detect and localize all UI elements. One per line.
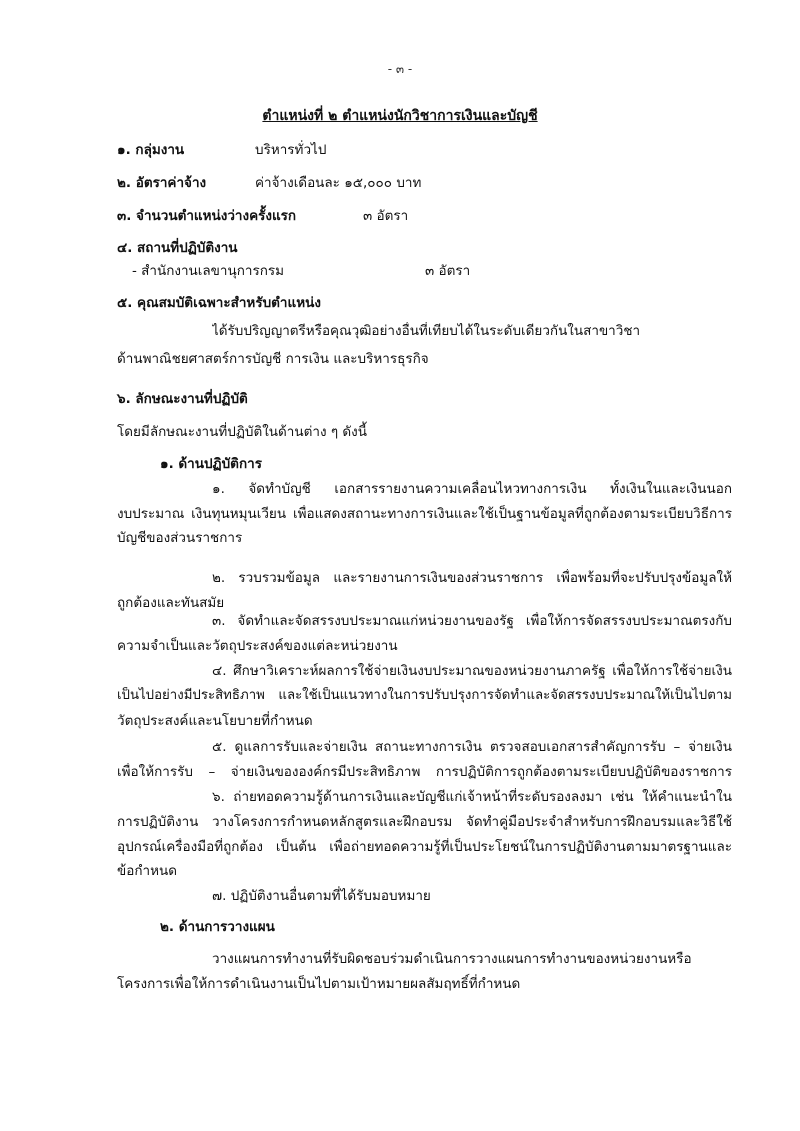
duty-5-line-1: ๕. ดูแลการรับและจ่ายเงิน สถานะทางการเงิน ตรวจสอบเอกสารสำคัญการรับ – จ่ายเงิน: [212, 739, 732, 755]
vacancy-label: ๓. จำนวนตำแหน่งว่างครั้งแรก: [117, 208, 297, 224]
duty-5-line-2: เพื่อให้การรับ – จ่ายเงินขององค์กรมีประสิทธิภาพ การปฏิบัติการถูกต้องตามระเบียบปฏิบัติของราชการ: [117, 764, 732, 780]
duty-4-line-3: วัตถุประสงค์และนโยบายที่กำหนด: [117, 713, 313, 729]
duty-4-line-1: ๔. ศึกษาวิเคราะห์ผลการใช้จ่ายเงินงบประมาณของหน่วยงานภาครัฐ เพื่อให้การใช้จ่ายเงิน: [212, 663, 732, 679]
duty-3-line-1: ๓. จัดทำและจัดสรรงบประมาณแก่หน่วยงานของรัฐ เพื่อให้การจัดสรรงบประมาณตรงกับ: [212, 613, 732, 629]
duty-1-line-1: ๑. จัดทำบัญชี เอกสารรายงานความเคลื่อนไหวทางการเงิน ทั้งเงินในและเงินนอก: [212, 481, 732, 497]
duty-7-line-1: ๗. ปฏิบัติงานอื่นตามที่ได้รับมอบหมาย: [212, 888, 431, 904]
wage-value: ค่าจ้างเดือนละ ๑๕,๐๐๐ บาท: [255, 175, 422, 191]
page-title: ตำแหน่งที่ ๒ ตำแหน่งนักวิชาการเงินและบัญชี: [262, 108, 538, 124]
workplace-label: ๔. สถานที่ปฏิบัติงาน: [117, 240, 238, 256]
duty-3-line-2: ความจำเป็นและวัตถุประสงค์ของแต่ละหน่วยงาน: [117, 638, 398, 654]
duty-label: ๖. ลักษณะงานที่ปฏิบัติ: [117, 391, 248, 407]
workplace-count: ๓ อัตรา: [425, 263, 471, 279]
planning-line-2: โครงการเพื่อให้การดำเนินงานเป็นไปตามเป้าหมายผลสัมฤทธิ์ที่กำหนด: [117, 976, 521, 992]
page-number: - ๓ -: [387, 62, 413, 76]
duty-2-line-2: ถูกต้องและทันสมัย: [117, 595, 225, 611]
duty-6-line-4: ข้อกำหนด: [117, 863, 177, 879]
planning-heading: ๒. ด้านการวางแผน: [160, 919, 275, 935]
duty-6-line-2: การปฏิบัติงาน วางโครงการกำหนดหลักสูตรและฝึกอบรม จัดทำคู่มือประจำสำหรับการฝึกอบรมและวิธีใช้: [117, 814, 732, 830]
duty-1-line-3: บัญชีของส่วนราชการ: [117, 530, 243, 546]
duty-4-line-2: เป็นไปอย่างมีประสิทธิภาพ และใช้เป็นแนวทางในการปรับปรุงการจัดทำและจัดสรรงบประมาณให้เป็นไปตาม: [117, 688, 732, 703]
wage-label: ๒. อัตราค่าจ้าง: [117, 175, 207, 191]
duty-6-line-1: ๖. ถ่ายทอดความรู้ด้านการเงินและบัญชีแก่เจ้าหน้าที่ระดับรองลงมา เช่น ให้คำแนะนำใน: [212, 789, 732, 805]
workplace-office: - สำนักงานเลขานุการกรม: [132, 263, 285, 279]
operations-heading: ๑. ด้านปฏิบัติการ: [160, 456, 262, 472]
planning-line-1: วางแผนการทำงานที่รับผิดชอบร่วมดำเนินการวางแผนการทำงานของหน่วยงานหรือ: [212, 951, 692, 967]
group-value: บริหารทั่วไป: [255, 142, 327, 158]
duty-2-line-1: ๒. รวบรวมข้อมูล และรายงานการเงินของส่วนราชการ เพื่อพร้อมที่จะปรับปรุงข้อมูลให้: [212, 570, 732, 586]
duty-6-line-3: อุปกรณ์เครื่องมือที่ถูกต้อง เป็นต้น เพื่อถ่ายทอดความรู้ที่เป็นประโยชน์ในการปฏิบัติงานตามมาตรฐานและ: [117, 839, 732, 855]
duty-intro: โดยมีลักษณะงานที่ปฏิบัติในด้านต่าง ๆ ดังนี้: [117, 424, 367, 440]
group-label: ๑. กลุ่มงาน: [117, 142, 185, 158]
qualification-line-1: ได้รับปริญญาตรีหรือคุณวุฒิอย่างอื่นที่เทียบได้ในระดับเดียวกันในสาขาวิชา: [212, 323, 641, 339]
qualification-label: ๕. คุณสมบัติเฉพาะสำหรับตำแหน่ง: [117, 295, 321, 311]
qualification-line-2: ด้านพาณิชยศาสตร์การบัญชี การเงิน และบริหารธุรกิจ: [117, 351, 429, 367]
vacancy-value: ๓ อัตรา: [363, 208, 409, 224]
duty-1-line-2: งบประมาณ เงินทุนหมุนเวียน เพื่อแสดงสถานะทางการเงินและใช้เป็นฐานข้อมูลที่ถูกต้องตามระเบียบวิธีการ: [117, 506, 732, 522]
